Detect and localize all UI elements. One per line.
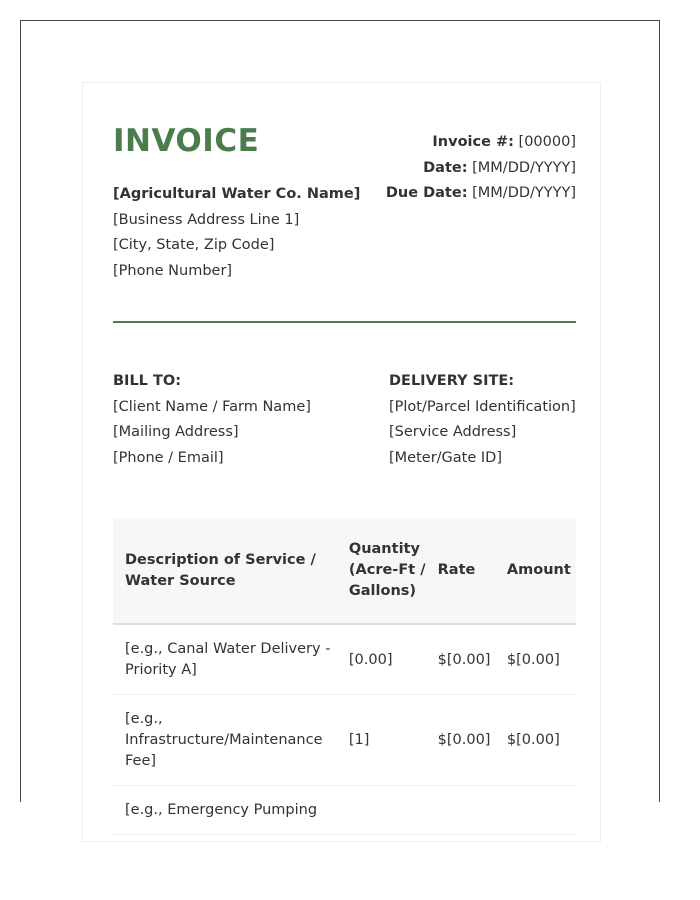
invoice-date-label: Date:: [423, 159, 468, 176]
invoice-number-value: [00000]: [518, 134, 576, 150]
cell-amount: $[0.00]: [495, 695, 576, 786]
column-header-description: Description of Service / Water Source: [113, 518, 337, 624]
company-phone: [Phone Number]: [113, 262, 233, 279]
invoice-due-date-line: [386, 181, 576, 207]
delivery-site-line: [Service Address]: [389, 424, 517, 440]
bill-to-line: [Mailing Address]: [113, 424, 239, 440]
invoice-paper: [82, 82, 601, 842]
bill-to-block: [113, 369, 311, 471]
invoice-content: [113, 83, 576, 835]
invoice-due-date-value: [MM/DD/YYYY]: [472, 185, 576, 201]
cell-description: [e.g., Emergency Pumping: [113, 786, 337, 835]
invoice-header: [113, 83, 576, 323]
invoice-title: INVOICE: [113, 123, 260, 159]
cell-quantity: [0.00]: [337, 624, 426, 695]
invoice-date-line: [386, 156, 576, 182]
column-header-amount: Amount: [495, 518, 576, 624]
table-header-row: [113, 518, 576, 624]
company-city-state-zip: [City, State, Zip Code]: [113, 237, 275, 253]
cell-amount: [495, 786, 576, 835]
parties-section: [113, 323, 576, 518]
cell-quantity: [337, 786, 426, 835]
company-name: [Agricultural Water Co. Name]: [113, 186, 361, 202]
cell-amount: $[0.00]: [495, 624, 576, 695]
cell-rate: [426, 786, 495, 835]
invoice-date-value: [MM/DD/YYYY]: [472, 159, 576, 176]
company-address: [Business Address Line 1]: [113, 211, 300, 228]
bill-to-line: [Phone / Email]: [113, 449, 224, 466]
table-row: [113, 695, 576, 786]
bill-to-line: [Client Name / Farm Name]: [113, 398, 311, 415]
column-header-rate: Rate: [426, 518, 495, 624]
table-row: [113, 786, 576, 835]
delivery-site-heading: DELIVERY SITE:: [389, 373, 515, 389]
invoice-number-label: Invoice #:: [432, 134, 514, 150]
invoice-number-line: [386, 130, 576, 156]
line-items-table: [113, 518, 576, 835]
document-frame: [20, 20, 660, 818]
cell-rate: $[0.00]: [426, 624, 495, 695]
cell-quantity: [1]: [337, 695, 426, 786]
delivery-site-line: [Meter/Gate ID]: [389, 449, 502, 466]
bill-to-heading: BILL TO:: [113, 373, 181, 389]
column-header-quantity: Quantity (Acre-Ft / Gallons): [337, 518, 426, 624]
table-row: [113, 624, 576, 695]
cell-description: [e.g., Infrastructure/Maintenance Fee]: [113, 695, 337, 786]
cell-rate: $[0.00]: [426, 695, 495, 786]
delivery-site-block: [389, 369, 576, 471]
delivery-site-line: [Plot/Parcel Identification]: [389, 398, 576, 415]
invoice-meta: [386, 130, 576, 207]
company-info: [113, 182, 360, 284]
invoice-due-date-label: Due Date:: [385, 185, 468, 201]
cell-description: [e.g., Canal Water Delivery - Priority A]: [113, 624, 337, 695]
